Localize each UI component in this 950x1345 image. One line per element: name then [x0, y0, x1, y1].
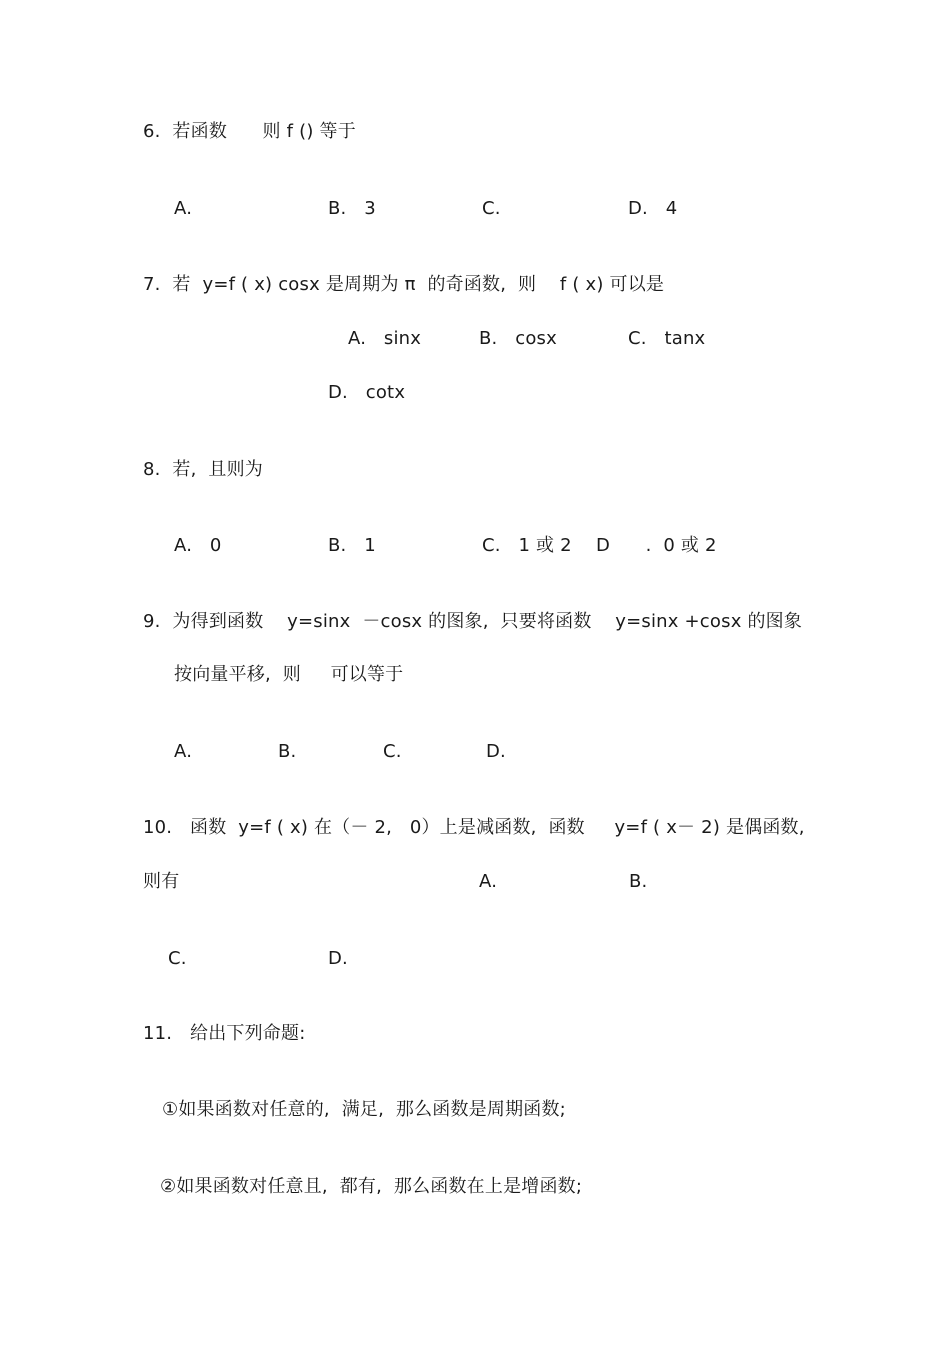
q10-stem-line2: 则有 — [143, 871, 180, 892]
q8-option-b: B. 1 — [328, 535, 376, 556]
q9-stem-line2: 按向量平移, 则 可以等于 — [174, 664, 404, 685]
q7-option-c: C. tanx — [628, 328, 706, 349]
q11-item-1: ①如果函数对任意的, 满足, 那么函数是周期函数; — [162, 1099, 566, 1120]
q6-option-d: D. 4 — [628, 198, 678, 219]
q11-item-2: ②如果函数对任意且, 都有, 那么函数在上是增函数; — [160, 1176, 583, 1197]
q7-option-b: B. cosx — [479, 328, 557, 349]
q10-option-b: B. — [629, 871, 648, 892]
q7-stem: 7. 若 y=f ( x) cosx 是周期为 π 的奇函数, 则 f ( x) 可以是 — [143, 274, 665, 295]
q8-option-a: A. 0 — [174, 535, 222, 556]
q10-option-c: C. — [168, 948, 187, 969]
q8-option-d: D . 0 或 2 — [596, 535, 717, 556]
q9-option-a: A. — [174, 741, 193, 762]
q9-option-b: B. — [278, 741, 297, 762]
q8-stem: 8. 若, 且则为 — [143, 459, 263, 480]
q10-option-a: A. — [479, 871, 498, 892]
q9-stem-line1: 9. 为得到函数 y=sinx －cosx 的图象, 只要将函数 y=sinx +cosx 的图象 — [143, 611, 803, 632]
q7-option-d: D. cotx — [328, 382, 406, 403]
q6-option-b: B. 3 — [328, 198, 376, 219]
q7-option-a: A. sinx — [348, 328, 422, 349]
q9-option-d: D. — [486, 741, 506, 762]
q6-option-c: C. — [482, 198, 501, 219]
q9-option-c: C. — [383, 741, 402, 762]
q6-stem: 6. 若函数 则 f () 等于 — [143, 121, 356, 142]
q8-option-c: C. 1 或 2 — [482, 535, 572, 556]
q10-stem-line1: 10. 函数 y=f ( x) 在（－ 2, 0）上是减函数, 函数 y=f ( x－ 2) 是偶函数, — [143, 817, 805, 838]
q11-stem: 11. 给出下列命题: — [143, 1023, 306, 1044]
q6-option-a: A. — [174, 198, 193, 219]
q10-option-d: D. — [328, 948, 348, 969]
